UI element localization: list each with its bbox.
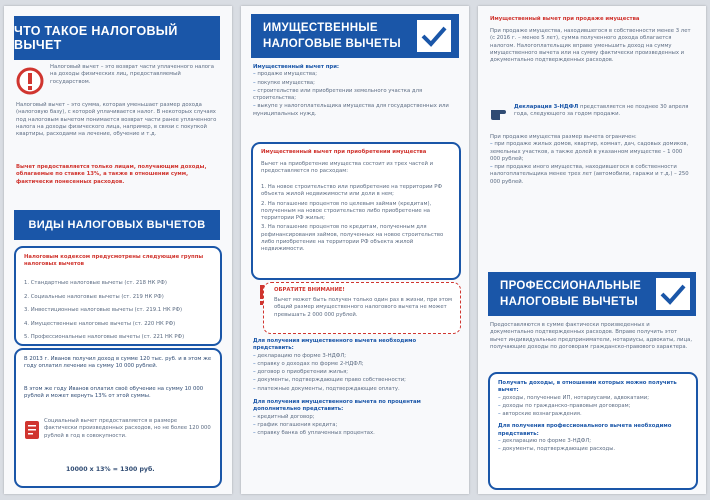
types-list-item: 5. Профессиональные налоговые вычеты (ст. 221 НК РФ)	[24, 334, 185, 340]
checkmark-icon	[654, 276, 692, 312]
section-title: ВИДЫ НАЛОГОВЫХ ВЫЧЕТОВ	[28, 219, 206, 231]
documents-list-item: – документы, подтверждающие право собственности;	[253, 377, 457, 384]
attention-title: ОБРАТИТЕ ВНИМАНИЕ!	[274, 287, 345, 293]
example-box	[14, 348, 222, 488]
professional-box-item: – авторские вознаграждения.	[498, 411, 688, 418]
documents-list-item: – платежные документы, подтверждающие оплату.	[253, 386, 457, 393]
example-note: Социальный вычет предоставляется в размере фактически произведенных расходов, но не более 120 000 рублей в год в совокупности.	[44, 418, 211, 439]
intro-text: Налоговый вычет – это возврат части уплаченного налога на доходы физических лиц, предоставляемый государством.	[50, 64, 215, 85]
professional-text: Предоставляются в сумме фактически произведенных и документально подтвержденных расходов. Вправе получить этот вычет индивидуальные предприниматели, нотариусы, адвокаты, лица, получающие доходы по договорам гражданско-правового характера.	[490, 322, 693, 350]
professional-box-item: – доходы, полученные ИП, нотариусами, адвокатами;	[498, 395, 688, 402]
panel-title-line-1: ИМУЩЕСТВЕННЫЕ	[263, 22, 378, 34]
example-text-1: В 2013 г. Иванов получил доход в сумме 120 тыс. руб. и в этом же году оплатил лечение на сумму 10 000 рублей.	[24, 356, 212, 370]
document-icon	[24, 420, 40, 440]
sale-limits-item: – при продаже иного имущества, находившегося в собственности налогоплательщика менее трех лет (автомобили, гаражи и т.д.) – 250 000 рублей.	[490, 164, 694, 186]
purchase-deduction-box	[251, 142, 461, 280]
purchase-box-list	[261, 184, 451, 256]
exclamation-icon	[16, 66, 44, 96]
panel-title-line-2: НАЛОГОВЫЕ ВЫЧЕТЫ	[500, 296, 638, 308]
intro-list-item: – продаже имущества;	[253, 71, 457, 78]
intro-list-item: – покупке имущества;	[253, 80, 457, 87]
declaration-note	[514, 104, 694, 119]
warning-text: Вычет предоставляется только лицам, получающим доходы, облагаемые по ставке 13%, а также в отношении сумм, фактически понесенных расходов.	[16, 164, 207, 185]
panel-title: ЧТО ТАКОЕ НАЛОГОВЫЙ ВЫЧЕТ	[14, 24, 178, 52]
documents-list-item: – справку банка об уплаченных процентах.	[253, 430, 457, 437]
types-list-item: 2. Социальные налоговые вычеты (ст. 219 НК РФ)	[24, 293, 164, 300]
professional-box-item: – декларацию по форме 3-НДФЛ;	[498, 438, 688, 445]
panel-title-line-1: ПРОФЕССИОНАЛЬНЫЕ	[500, 280, 642, 292]
sale-limits	[490, 134, 694, 187]
intro-list-item: – выкупе у налогоплательщика имущества для государственных или муниципальных нужд.	[253, 103, 457, 118]
definition-text: Налоговый вычет – это сумма, которая уменьшает размер дохода (налоговую базу), с которой уплачивается налог. В некоторых случаях под налоговым вычетом понимается возврат части ранее уплаченного налога на доходы физического лица, например, в связи с покупкой квартиры, расходами на лечение, обучение и т.д.	[16, 102, 217, 138]
purchase-box-intro: Вычет на приобретение имущества состоит из трех частей и предоставляется по расходам:	[261, 161, 434, 175]
intro-section	[253, 64, 457, 119]
sale-limits-intro: При продаже имущества размер вычета ограничен:	[490, 134, 637, 140]
types-list-item: 1. Стандартные налоговые вычеты (ст. 218 НК РФ)	[24, 280, 167, 286]
professional-box-item: – документы, подтверждающие расходы.	[498, 446, 688, 453]
intro-list	[253, 71, 457, 118]
types-list-item: 3. Инвестиционные налоговые вычеты (ст. 219.1 НК РФ)	[24, 307, 183, 313]
documents-list-item: – договор о приобретении жилья;	[253, 369, 457, 376]
pointing-hand-icon	[490, 104, 510, 122]
intro-list-item: – строительстве или приобретении земельного участка для строительства;	[253, 88, 457, 103]
declaration-title: Декларация 3-НДФЛ	[514, 104, 579, 110]
professional-box	[488, 372, 698, 490]
documents-list	[253, 353, 457, 393]
types-list	[24, 278, 212, 346]
example-formula: 10000 x 13% = 1300 руб.	[66, 466, 155, 473]
section-title-banner	[14, 210, 220, 240]
sale-text: При продаже имущества, находившегося в собственности менее 3 лет (с 2016 г. – менее 5 лет), сумма полученного дохода облагается налогом. Налогоплательщик вправе уменьшить доход на сумму имущественного вычета или на сумму фактически произведенных и документально подтвержденных расходов.	[490, 28, 691, 64]
types-list-title: Налоговым кодексом предусмотрены следующие группы налоговых вычетов	[24, 254, 204, 268]
professional-box-list	[498, 395, 688, 419]
sale-limits-item: – при продаже жилых домов, квартир, комнат, дач, садовых домиков, земельных участков, а также долей в указанном имуществе – 1 000 000 рублей;	[490, 141, 694, 163]
panel-title-banner	[14, 16, 220, 60]
types-list-item: 4. Имущественные налоговые вычеты (ст. 220 НК РФ)	[24, 320, 176, 327]
documents-section	[253, 338, 457, 439]
intro-heading: Имущественный вычет при:	[253, 64, 340, 70]
attention-text: Вычет может быть получен только один раз в жизни, при этом общий размер имущественного налогового вычета не может превышать 2 000 000 рублей.	[274, 297, 452, 318]
leaflet-panel-right	[478, 6, 706, 494]
purchase-box-item: 1. На новое строительство или приобретение на территории РФ объекта жилой недвижимости или доли в нем;	[261, 184, 443, 198]
deduction-types-box	[14, 246, 222, 346]
leaflet-panel-left	[4, 6, 232, 494]
documents-heading-2: Для получения имущественного вычета по процентам дополнительно представить:	[253, 399, 421, 413]
sale-title: Имущественный вычет при продаже имущества	[490, 16, 640, 22]
documents-list-item: – кредитный договор;	[253, 414, 457, 421]
purchase-box-item: 2. На погашение процентов по целевым займам (кредитам), полученным на новое строительство либо приобретение на территории РФ жилья;	[261, 200, 432, 222]
professional-box-title-2: Для получения профессионального вычета необходимо представить:	[498, 423, 672, 437]
documents-list-item: – справку о доходах по форме 2-НДФЛ;	[253, 361, 457, 368]
checkmark-icon	[415, 18, 453, 54]
professional-box-list-2	[498, 438, 688, 454]
declaration-text: представляется не позднее 30 апреля года, следующего за годом продажи.	[514, 104, 689, 118]
documents-list-item: – декларацию по форме 3-НДФЛ;	[253, 353, 457, 360]
documents-list-2	[253, 414, 457, 438]
panel-title-line-2: НАЛОГОВЫЕ ВЫЧЕТЫ	[263, 38, 401, 50]
purchase-box-title: Имущественный вычет при приобретении имущества	[261, 149, 427, 155]
professional-box-item: – доходы по гражданско-правовым договорам;	[498, 403, 688, 410]
purchase-box-item: 3. На погашение процентов по кредитам, полученным для рефинансирования займов, полученных на новое строительство либо приобретение на территории РФ объекта жилой недвижимости.	[261, 224, 444, 253]
professional-box-title: Получать доходы, в отношении которых можно получить вычет:	[498, 380, 677, 394]
documents-heading: Для получения имущественного вычета необходимо представить:	[253, 338, 417, 352]
example-text-2: В этом же году Иванов оплатил своё обучение на сумму 10 000 рублей и может вернуть 13% от этой суммы.	[24, 386, 204, 400]
sale-limits-list	[490, 141, 694, 186]
professional-box-content	[498, 380, 688, 455]
attention-box	[263, 282, 461, 334]
leaflet-panel-middle	[241, 6, 469, 494]
documents-list-item: – график погашения кредита;	[253, 422, 457, 429]
